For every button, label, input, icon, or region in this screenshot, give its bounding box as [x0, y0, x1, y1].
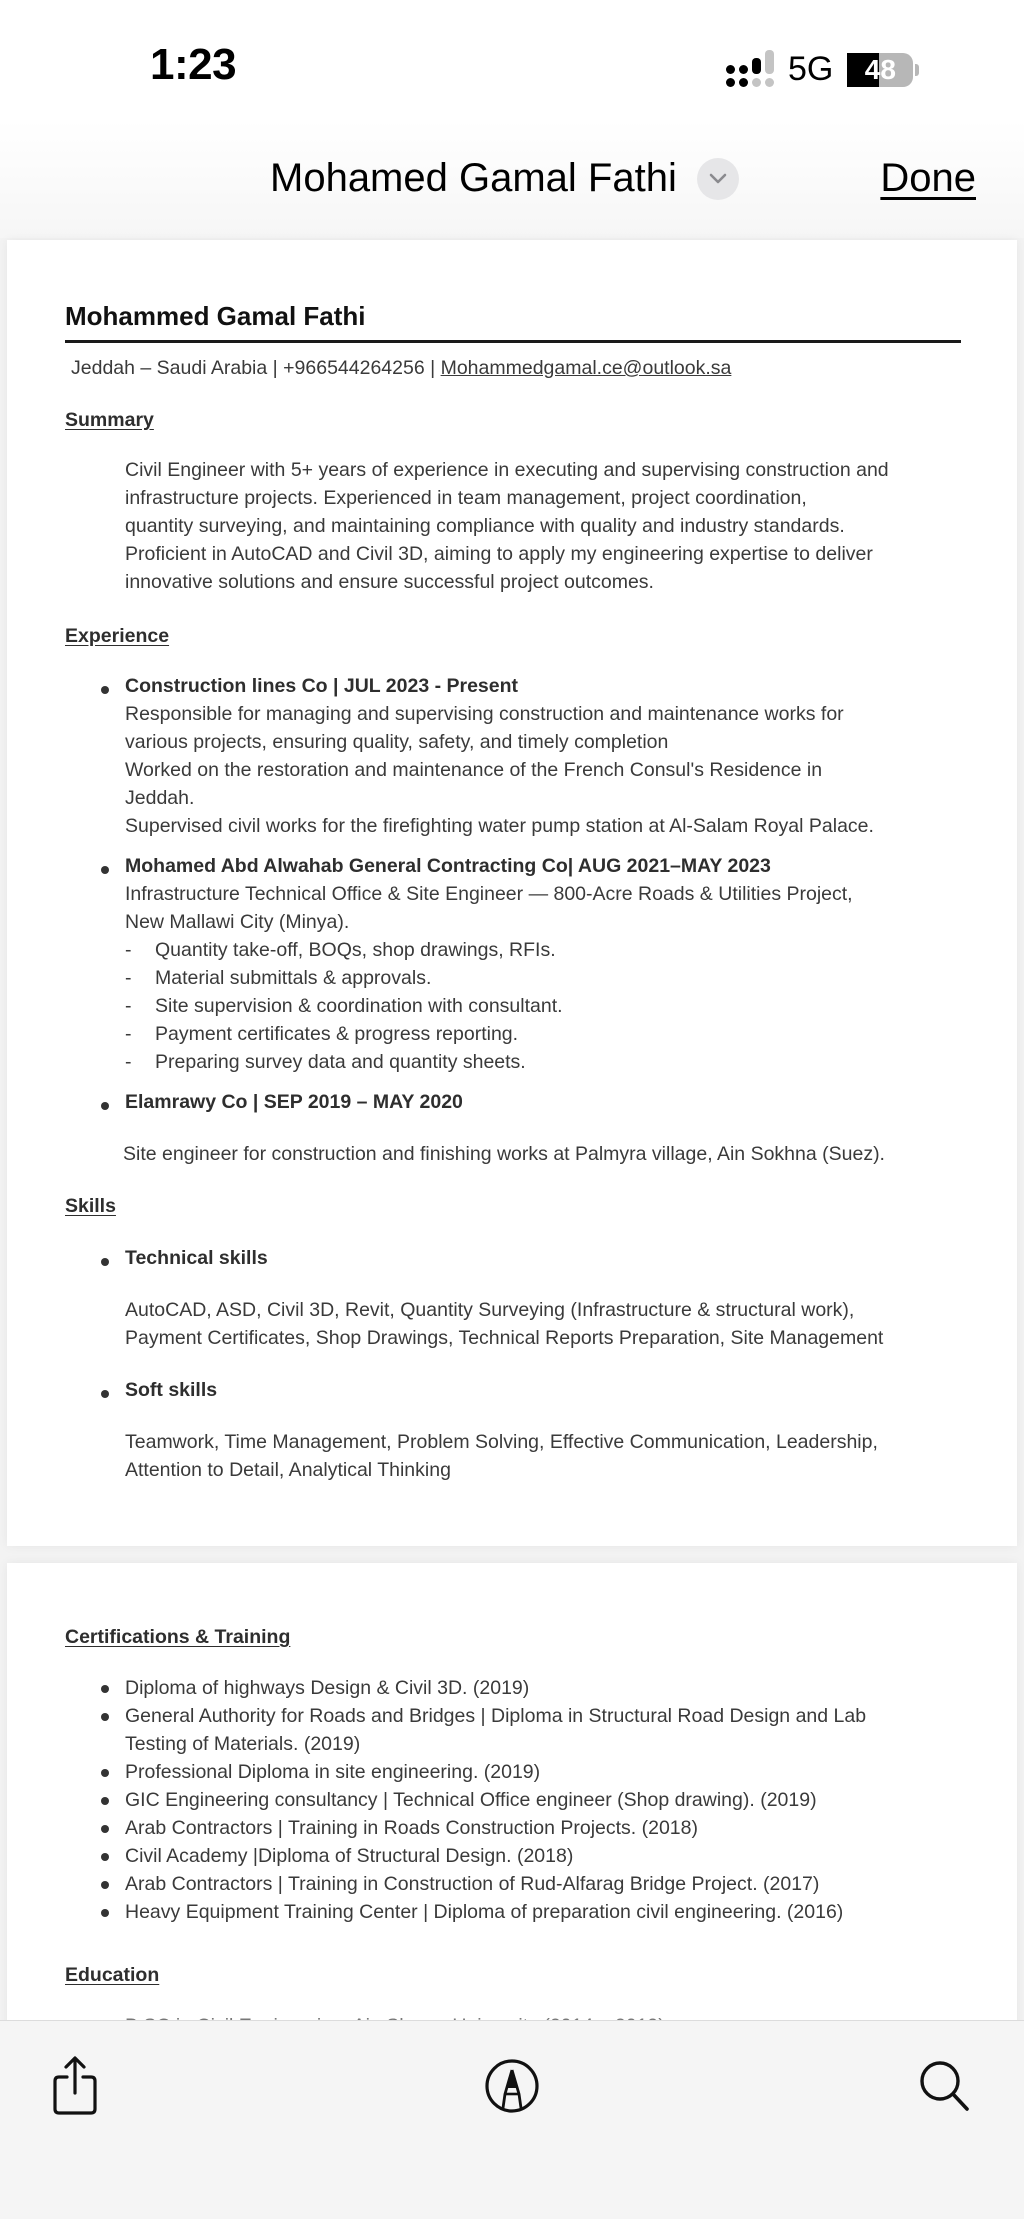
document-title[interactable]: Mohamed Gamal Fathi [270, 156, 677, 200]
contact-email-link[interactable]: Mohammedgamal.ce@outlook.sa [440, 357, 732, 379]
bullet-icon [101, 1909, 109, 1917]
task-item: - Quantity take-off, BOQs, shop drawings, RFIs. [125, 936, 985, 964]
bullet-icon [101, 1769, 109, 1777]
list-item: Arab Contractors | Training in Roads Construction Projects. (2018) [125, 1814, 985, 1842]
bullet-icon [101, 1390, 109, 1398]
list-item: General Authority for Roads and Bridges | Diploma in Structural Road Design and Lab Testing of Materials. (2019) [125, 1702, 985, 1758]
contact-phone: +966544264256 [283, 357, 425, 379]
task-item: - Material submittals & approvals. [125, 964, 985, 992]
contact-line: Jeddah – Saudi Arabia | +966544264256 | Mohammedgamal.ce@outlook.sa [71, 357, 732, 379]
education-heading: Education [65, 1964, 160, 1986]
summary-text: Civil Engineer with 5+ years of experience in executing and supervising construction and infrastructure projects. Experienced in team management, project coordination, quantity surveying, and maintaining compliance with quality and industry standards. Proficient in AutoCAD and Civil 3D, aiming to apply my engineering expertise to deliver innovative solutions and ensure successful project outcomes. [125, 459, 889, 593]
search-icon [917, 2058, 973, 2114]
summary-heading: Summary [65, 409, 154, 431]
bullet-icon [101, 1797, 109, 1805]
list-item: Civil Academy |Diploma of Structural Design. (2018) [125, 1842, 985, 1870]
bullet-icon [101, 1685, 109, 1693]
bullet-icon [101, 1258, 109, 1266]
list-item: Arab Contractors | Training in Construction of Rud-Alfarag Bridge Project. (2017) [125, 1870, 985, 1898]
job-entry: Construction lines Co | JUL 2023 - Present Responsible for managing and supervising construction and maintenance works for various projects, ensuring quality, safety, and timely completion Worked on the restoration and maintenance of the French Consul's Residence in Jeddah. Supervised civil works for the firefighting water pump station at Al-Salam Royal Palace. [125, 672, 985, 840]
task-item: - Site supervision & coordination with consultant. [125, 992, 985, 1020]
skills-heading: Skills [65, 1195, 116, 1217]
battery-icon [847, 53, 919, 87]
markup-pen-icon [484, 2058, 540, 2114]
education-partial-line [125, 2012, 665, 2020]
nav-bar [0, 120, 1024, 238]
soft-skills-title: Soft skills [125, 1379, 218, 1401]
status-bar [0, 0, 1024, 120]
technical-skills-text: AutoCAD, ASD, Civil 3D, Revit, Quantity Surveying (Infrastructure & structural work), Payment Certificates, Shop Drawings, Technical Reports Preparation, Site Management [125, 1299, 884, 1349]
bottom-toolbar [0, 2020, 1024, 2219]
bullet-icon [101, 686, 109, 694]
experience-heading: Experience [65, 625, 170, 647]
contact-location: Jeddah – Saudi Arabia [71, 357, 268, 379]
bullet-icon [101, 866, 109, 874]
task-item: - Preparing survey data and quantity sheets. [125, 1048, 985, 1076]
list-item: Diploma of highways Design & Civil 3D. (2019) [125, 1674, 985, 1702]
status-indicators [726, 50, 919, 89]
list-item: GIC Engineering consultancy | Technical Office engineer (Shop drawing). (2019) [125, 1786, 985, 1814]
bullet-icon [101, 1102, 109, 1110]
certifications-heading: Certifications & Training [65, 1626, 291, 1648]
search-button[interactable] [910, 2051, 980, 2121]
document-page-2 [7, 1563, 1017, 2063]
cellular-signal-icon [726, 53, 774, 87]
markup-button[interactable] [477, 2051, 547, 2121]
job-entry [125, 1088, 985, 1116]
name-divider [65, 340, 961, 343]
network-type: 5G [788, 50, 834, 88]
battery-level: 48 [864, 53, 896, 85]
list-item: Heavy Equipment Training Center | Diploma of preparation civil engineering. (2016) [125, 1898, 985, 1926]
chevron-down-icon[interactable] [697, 158, 739, 200]
share-icon [49, 2055, 101, 2117]
list-item: Professional Diploma in site engineering. (2019) [125, 1758, 985, 1786]
job-title: Mohamed Abd Alwahab General Contracting Co| AUG 2021–MAY 2023 [125, 855, 771, 877]
resume-name: Mohammed Gamal Fathi [65, 301, 366, 331]
job-entry: Mohamed Abd Alwahab General Contracting Co| AUG 2021–MAY 2023 Infrastructure Technical Office & Site Engineer — 800-Acre Roads & Utilities Project, New Mallawi City (Minya). - Quantity take-off, BOQs, shop drawings, RFIs. - Material submittals & approvals. - Site supervision & coordination with consultant. - Payment certificates & progress reporting. - Preparing survey data and quantity sheets. [125, 852, 985, 1076]
bullet-icon [101, 1713, 109, 1721]
job-title: Construction lines Co | JUL 2023 - Present [125, 675, 519, 697]
share-button[interactable] [40, 2051, 110, 2121]
document-page-1 [7, 240, 1017, 1546]
technical-skills-title: Technical skills [125, 1247, 268, 1269]
document-title-menu[interactable] [270, 156, 739, 201]
bullet-icon [101, 1853, 109, 1861]
certifications-list [125, 1674, 985, 1926]
done-button[interactable]: Done [880, 156, 976, 200]
bullet-icon [101, 1881, 109, 1889]
status-time: 1:23 [150, 40, 237, 89]
task-item: - Payment certificates & progress reporting. [125, 1020, 985, 1048]
job-description: Site engineer for construction and finishing works at Palmyra village, Ain Sokhna (Suez). [123, 1143, 885, 1165]
bullet-icon [101, 1825, 109, 1833]
soft-skills-text: Teamwork, Time Management, Problem Solving, Effective Communication, Leadership, Attention to Detail, Analytical Thinking [125, 1431, 878, 1481]
job-title: Elamrawy Co | SEP 2019 – MAY 2020 [125, 1091, 463, 1113]
